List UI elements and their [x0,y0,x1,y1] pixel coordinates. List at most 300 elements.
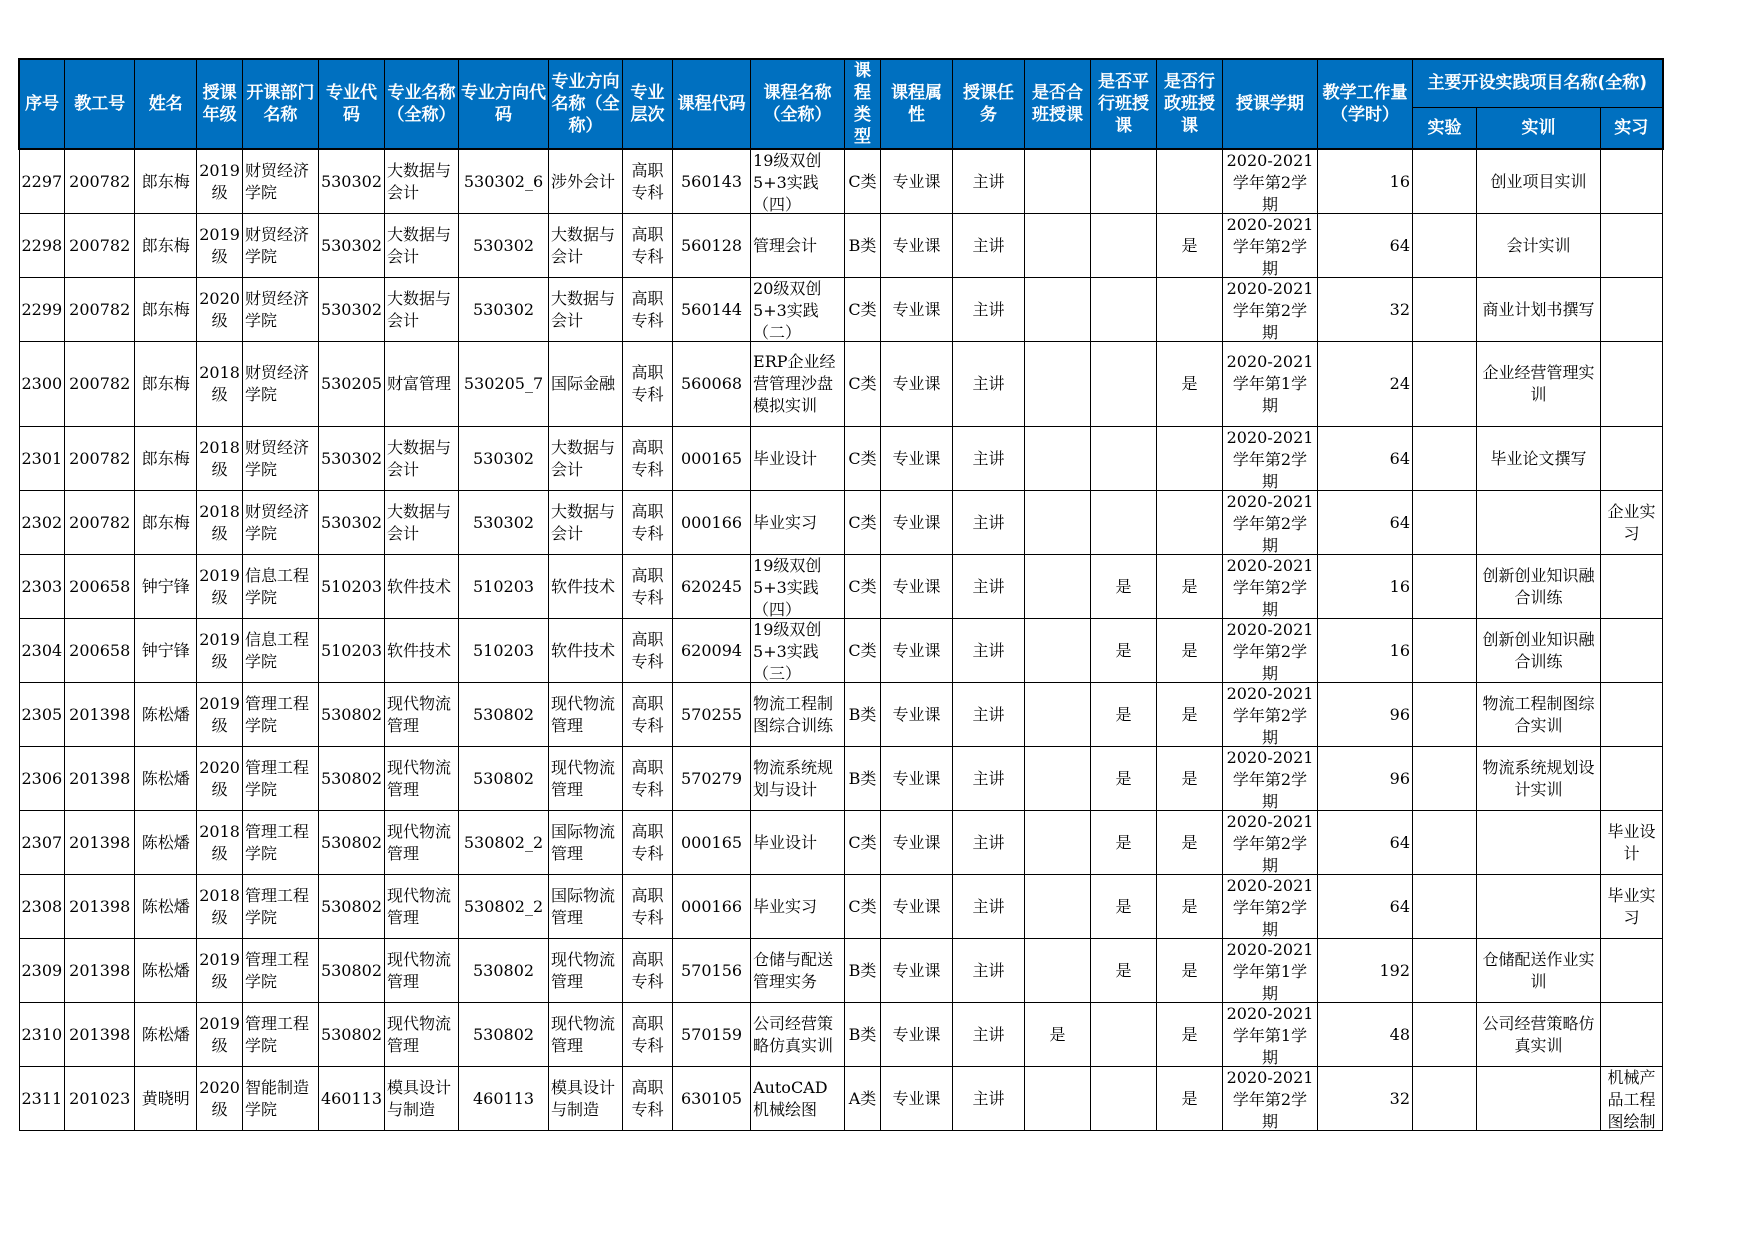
name-cell-text: 郎东梅 [141,171,190,191]
parallel-cell [1091,278,1157,342]
term-cell-text: 2020-2021学年第1学期 [1226,1004,1314,1066]
dir-code-cell [459,1067,549,1131]
seq-cell [19,342,65,427]
dir-code-cell [459,747,549,811]
dept-cell-text: 信息工程学院 [244,629,309,671]
course-code-cell-text: 630105 [680,1088,743,1108]
parallel-cell [1091,1067,1157,1131]
course-code-cell-text: 620094 [680,640,743,660]
dir-code-cell [459,214,549,278]
dept-cell-text: 管理工程学院 [244,757,309,799]
course-type-cell [845,1003,881,1067]
course-name-cell [751,939,845,1003]
course-type-cell-text: C类 [848,576,877,596]
admin-cell-text: 是 [1181,1024,1198,1044]
workload-cell-text: 16 [1389,171,1411,191]
dir-name-cell-text: 现代物流管理 [551,693,616,735]
major-code-cell-text: 530302 [320,235,383,255]
course-attr-cell-text: 专业课 [892,171,941,191]
seq-cell-text: 2300 [21,374,63,393]
dir-name-cell [549,1003,623,1067]
training-cell-text: 企业经营管理实训 [1482,363,1595,404]
workload-cell-text: 24 [1389,374,1411,393]
course-attr-cell-text: 专业课 [892,1024,941,1044]
task-cell [953,278,1025,342]
course-attr-cell-text: 专业课 [892,448,941,468]
workload-cell-text: 96 [1389,704,1411,724]
parallel-cell [1091,214,1157,278]
course-name-cell-text: 20级双创5+3实践（二） [753,279,822,341]
internship-cell [1601,1003,1663,1067]
major-name-cell [385,491,459,555]
major-code-cell [318,149,384,214]
internship-cell [1601,278,1663,342]
staff-id-cell [65,149,135,214]
level-cell-text: 高职专科 [631,565,664,607]
course-type-cell [845,811,881,875]
seq-cell-text: 2304 [21,640,63,660]
internship-cell [1601,491,1663,555]
dir-name-cell-text: 国际物流管理 [551,885,616,927]
major-name-cell [385,342,459,427]
dir-code-cell [459,939,549,1003]
staff-id-cell-text: 200782 [69,374,131,393]
workload-cell [1318,491,1413,555]
training-cell [1477,1067,1601,1131]
major-code-cell-text: 530802 [320,704,383,724]
admin-cell [1157,875,1223,939]
course-type-cell-text: C类 [848,896,877,916]
dir-name-cell [549,427,623,491]
experiment-cell [1413,149,1477,214]
course-type-cell [845,555,881,619]
term-cell-text: 2020-2021学年第2学期 [1226,492,1314,554]
dir-name-cell-text: 大数据与会计 [551,224,616,266]
task-cell-text: 主讲 [972,1024,1005,1044]
workload-cell-text: 16 [1389,576,1411,596]
staff-id-cell [65,427,135,491]
seq-cell-text: 2309 [21,960,63,980]
training-cell [1477,1003,1601,1067]
dir-code-cell [459,555,549,619]
dept-cell-text: 财贸经济学院 [244,437,309,479]
header-term: 授课学期 [1223,59,1318,149]
task-cell [953,491,1025,555]
task-cell-text: 主讲 [972,704,1005,724]
staff-id-cell-text: 200782 [69,512,131,532]
seq-cell-text: 2306 [21,768,63,788]
training-cell [1477,875,1601,939]
course-name-cell-text: 19级双创5+3实践（四） [753,556,822,618]
header-major-code: 专业代码 [318,59,384,149]
course-name-cell-text: 19级双创5+3实践（三） [753,620,822,682]
seq-cell [19,427,65,491]
header-internship: 实习 [1601,107,1663,149]
header-course-name: 课程名称（全称） [751,59,845,149]
training-cell-text: 物流系统规划设计实训 [1482,757,1595,799]
level-cell-text: 高职专科 [631,288,664,330]
parallel-cell [1091,491,1157,555]
task-cell-text: 主讲 [972,640,1005,660]
training-cell [1477,149,1601,214]
course-attr-cell [881,747,953,811]
experiment-cell [1413,683,1477,747]
course-attr-cell-text: 专业课 [892,299,941,319]
staff-id-cell-text: 201398 [69,704,131,724]
dir-code-cell-text: 510203 [472,576,535,596]
course-type-cell [845,747,881,811]
task-cell-text: 主讲 [972,512,1005,532]
admin-cell [1157,427,1223,491]
workload-cell-text: 64 [1389,448,1411,468]
staff-id-cell [65,811,135,875]
name-cell [135,342,197,427]
dir-code-cell [459,427,549,491]
header-dir-code: 专业方向代码 [459,59,549,149]
major-name-cell-text: 大数据与会计 [387,288,452,330]
grade-cell [197,1003,243,1067]
workload-cell-text: 32 [1389,1088,1411,1108]
parallel-cell [1091,683,1157,747]
dir-name-cell-text: 大数据与会计 [551,437,616,479]
training-cell-text: 公司经营策略仿真实训 [1482,1013,1595,1055]
internship-cell-text: 企业实习 [1607,501,1656,543]
level-cell [623,342,673,427]
term-cell-text: 2020-2021学年第2学期 [1226,151,1314,213]
course-attr-cell [881,278,953,342]
name-cell [135,939,197,1003]
course-type-cell [845,214,881,278]
name-cell [135,491,197,555]
header-practice: 主要开设实践项目名称(全称) [1413,59,1663,107]
major-name-cell-text: 现代物流管理 [387,821,452,863]
training-cell [1477,939,1601,1003]
term-cell-text: 2020-2021学年第2学期 [1226,556,1314,618]
course-name-cell-text: 仓储与配送管理实务 [753,949,834,991]
name-cell-text: 陈松燔 [141,768,190,788]
name-cell [135,149,197,214]
major-code-cell [318,683,384,747]
grade-cell-text: 2019级 [199,224,240,266]
name-cell-text: 郎东梅 [141,235,190,255]
dept-cell-text: 财贸经济学院 [244,224,309,266]
dir-code-cell-text: 530205_7 [463,374,544,393]
level-cell-text: 高职专科 [631,363,664,404]
header-course-type: 课程类型 [845,59,881,149]
dept-cell-text: 财贸经济学院 [244,160,309,202]
term-cell-text: 2020-2021学年第2学期 [1226,812,1314,874]
admin-cell-text: 是 [1181,576,1198,596]
task-cell [953,875,1025,939]
training-cell-text: 创新创业知识融合训练 [1482,565,1595,607]
staff-id-cell-text: 201398 [69,1024,131,1044]
merged-cell [1025,149,1091,214]
course-code-cell [673,278,751,342]
parallel-cell-text: 是 [1115,704,1132,724]
level-cell [623,427,673,491]
major-name-cell [385,811,459,875]
table-row [19,683,1663,747]
level-cell-text: 高职专科 [631,949,664,991]
dir-name-cell-text: 国际金融 [551,374,616,393]
grade-cell-text: 2020级 [199,1077,240,1119]
workload-cell-text: 96 [1389,768,1411,788]
training-cell [1477,342,1601,427]
name-cell [135,278,197,342]
dir-name-cell-text: 现代物流管理 [551,757,616,799]
merged-cell [1025,214,1091,278]
major-code-cell [318,555,384,619]
experiment-cell [1413,427,1477,491]
course-code-cell-text: 000166 [680,512,743,532]
course-name-cell [751,1067,845,1131]
level-cell-text: 高职专科 [631,501,664,543]
grade-cell-text: 2019级 [199,160,240,202]
parallel-cell [1091,811,1157,875]
admin-cell-text: 是 [1181,374,1198,393]
course-attr-cell [881,1067,953,1131]
seq-cell-text: 2297 [21,171,63,191]
task-cell-text: 主讲 [972,1088,1005,1108]
staff-id-cell [65,875,135,939]
table-row [19,939,1663,1003]
course-name-cell [751,427,845,491]
parallel-cell [1091,747,1157,811]
dir-name-cell [549,939,623,1003]
course-type-cell [845,278,881,342]
major-name-cell-text: 大数据与会计 [387,224,452,266]
level-cell [623,555,673,619]
course-name-cell-text: AutoCAD机械绘图 [753,1077,828,1119]
course-name-cell-text: 毕业设计 [753,832,818,852]
name-cell [135,875,197,939]
seq-cell [19,278,65,342]
term-cell [1223,747,1318,811]
admin-cell [1157,747,1223,811]
course-type-cell [845,149,881,214]
course-attr-cell-text: 专业课 [892,374,941,393]
course-code-cell [673,149,751,214]
task-cell-text: 主讲 [972,448,1005,468]
experiment-cell [1413,875,1477,939]
course-name-cell [751,214,845,278]
major-name-cell-text: 大数据与会计 [387,160,452,202]
dir-code-cell-text: 530302 [472,448,535,468]
level-cell [623,747,673,811]
experiment-cell [1413,619,1477,683]
major-code-cell-text: 530802 [320,832,383,852]
dept-cell [242,278,318,342]
training-cell [1477,214,1601,278]
course-attr-cell [881,342,953,427]
dir-name-cell [549,214,623,278]
course-type-cell-text: C类 [848,640,877,660]
staff-id-cell-text: 200782 [69,448,131,468]
training-cell [1477,278,1601,342]
course-name-cell [751,619,845,683]
dir-name-cell [549,342,623,427]
grade-cell-text: 2018级 [199,363,240,404]
admin-cell [1157,1003,1223,1067]
course-name-cell-text: 毕业实习 [753,512,818,532]
course-name-cell [751,149,845,214]
dir-code-cell-text: 530802 [472,768,535,788]
internship-cell-text: 毕业实习 [1607,885,1656,927]
dept-cell-text: 智能制造学院 [244,1077,309,1119]
workload-cell [1318,1003,1413,1067]
course-attr-cell [881,939,953,1003]
major-code-cell [318,342,384,427]
major-code-cell [318,491,384,555]
staff-id-cell [65,555,135,619]
task-cell-text: 主讲 [972,576,1005,596]
task-cell [953,1067,1025,1131]
term-cell [1223,1067,1318,1131]
course-attr-cell [881,149,953,214]
dir-code-cell-text: 530302 [472,235,535,255]
seq-cell-text: 2298 [21,235,63,255]
training-cell-text: 创业项目实训 [1490,171,1587,191]
name-cell [135,427,197,491]
workload-cell-text: 64 [1389,896,1411,916]
staff-id-cell-text: 200782 [69,299,131,319]
level-cell-text: 高职专科 [631,693,664,735]
table-row [19,811,1663,875]
term-cell [1223,555,1318,619]
level-cell [623,149,673,214]
header-dept: 开课部门名称 [242,59,318,149]
level-cell-text: 高职专科 [631,224,664,266]
dir-name-cell [549,1067,623,1131]
course-type-cell [845,342,881,427]
admin-cell [1157,214,1223,278]
course-name-cell-text: 19级双创5+3实践（四） [753,151,822,213]
seq-cell [19,747,65,811]
workload-cell-text: 48 [1389,1024,1411,1044]
major-code-cell [318,278,384,342]
course-name-cell [751,747,845,811]
level-cell [623,1067,673,1131]
dept-cell [242,683,318,747]
term-cell [1223,427,1318,491]
dir-code-cell-text: 530302 [472,299,535,319]
course-type-cell-text: C类 [848,512,877,532]
workload-cell [1318,1067,1413,1131]
internship-cell [1601,683,1663,747]
name-cell-text: 陈松燔 [141,960,190,980]
dept-cell [242,811,318,875]
course-name-cell [751,683,845,747]
workload-cell-text: 64 [1389,832,1411,852]
grade-cell [197,1067,243,1131]
level-cell [623,214,673,278]
dir-code-cell-text: 530302_6 [463,171,544,191]
major-name-cell-text: 模具设计与制造 [387,1077,452,1119]
seq-cell [19,683,65,747]
level-cell-text: 高职专科 [631,757,664,799]
experiment-cell [1413,278,1477,342]
course-name-cell [751,555,845,619]
course-type-cell-text: B类 [848,235,877,255]
staff-id-cell [65,683,135,747]
course-code-cell [673,747,751,811]
course-attr-cell-text: 专业课 [892,832,941,852]
major-name-cell [385,619,459,683]
dir-code-cell [459,811,549,875]
major-name-cell-text: 现代物流管理 [387,757,452,799]
dir-code-cell [459,278,549,342]
major-name-cell-text: 现代物流管理 [387,885,452,927]
course-type-cell [845,683,881,747]
seq-cell [19,619,65,683]
course-type-cell-text: A类 [848,1088,877,1108]
grade-cell [197,747,243,811]
merged-cell [1025,939,1091,1003]
level-cell-text: 高职专科 [631,437,664,479]
merged-cell-text: 是 [1049,1024,1066,1044]
dir-code-cell [459,875,549,939]
grade-cell [197,555,243,619]
term-cell [1223,939,1318,1003]
dir-name-cell-text: 涉外会计 [551,171,616,191]
major-name-cell [385,747,459,811]
term-cell-text: 2020-2021学年第2学期 [1226,428,1314,490]
experiment-cell [1413,1003,1477,1067]
major-code-cell [318,1067,384,1131]
course-name-cell [751,342,845,427]
dir-name-cell-text: 现代物流管理 [551,1013,616,1055]
seq-cell [19,1067,65,1131]
task-cell-text: 主讲 [972,960,1005,980]
task-cell-text: 主讲 [972,374,1005,393]
seq-cell [19,939,65,1003]
grade-cell [197,278,243,342]
name-cell-text: 黄晓明 [141,1088,190,1108]
course-attr-cell [881,214,953,278]
experiment-cell [1413,811,1477,875]
grade-cell-text: 2018级 [199,821,240,863]
seq-cell-text: 2311 [21,1088,63,1108]
level-cell [623,939,673,1003]
training-cell-text: 会计实训 [1506,235,1571,255]
major-name-cell-text: 软件技术 [387,640,452,660]
grade-cell [197,491,243,555]
staff-id-cell-text: 200658 [69,576,131,596]
internship-cell [1601,747,1663,811]
seq-cell-text: 2299 [21,299,63,319]
grade-cell [197,939,243,1003]
parallel-cell-text: 是 [1115,896,1132,916]
major-code-cell-text: 530802 [320,1024,383,1044]
training-cell [1477,427,1601,491]
workload-cell [1318,214,1413,278]
header-merged: 是否合班授课 [1025,59,1091,149]
task-cell-text: 主讲 [972,171,1005,191]
course-code-cell [673,683,751,747]
workload-cell [1318,427,1413,491]
dir-code-cell [459,149,549,214]
course-code-cell-text: 570279 [680,768,743,788]
level-cell-text: 高职专科 [631,885,664,927]
header-workload: 教学工作量（学时） [1318,59,1413,149]
name-cell [135,214,197,278]
dir-name-cell [549,619,623,683]
level-cell-text: 高职专科 [631,629,664,671]
course-attr-cell-text: 专业课 [892,576,941,596]
course-name-cell-text: ERP企业经营管理沙盘模拟实训 [753,352,836,415]
level-cell [623,811,673,875]
parallel-cell-text: 是 [1115,576,1132,596]
